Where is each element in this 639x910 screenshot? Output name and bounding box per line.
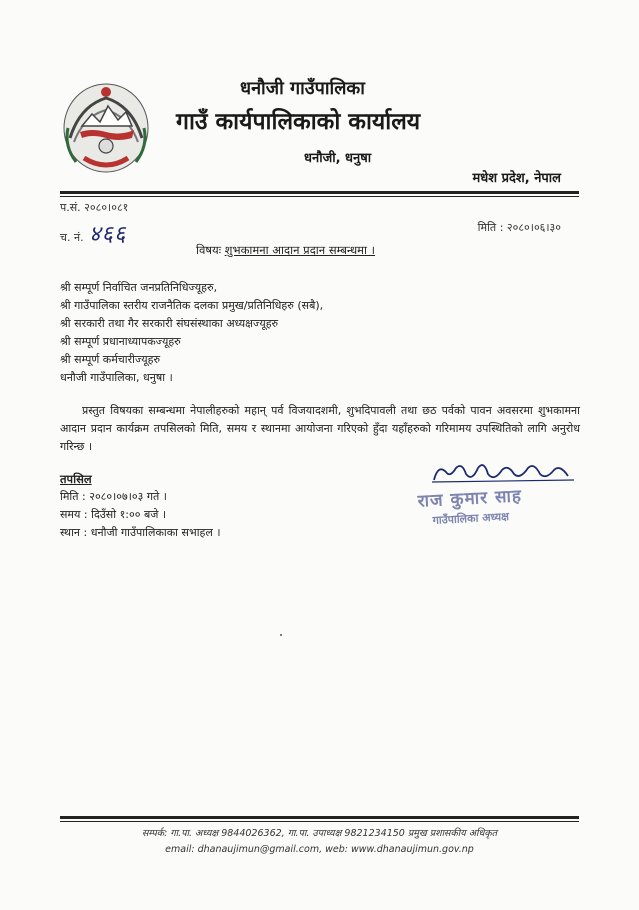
office-name: गाउँ कार्यपालिकाको कार्यालय [176,109,421,135]
details-time: समय : दिउँसो १:०० बजे । [60,508,167,521]
footer-divider [60,816,579,822]
details-date: मिति : २०८०।०७।०३ गते । [60,490,167,503]
recipient-list [60,279,323,387]
dispatch-value: ४६६ [89,222,127,247]
recipient-line: धनौजी गाउँपालिका, धनुषा । [60,371,173,384]
subject-title: शुभकामना आदान प्रदान सम्बन्धमा । [224,243,376,257]
details-heading: तपसिल [60,472,92,486]
footer-line-contact: सम्पर्क: गा.पा. अध्यक्ष 9844026362, गा.पा. उपाध्यक्ष 9821234150 प्रमुख प्रशासकीय अधिकृत [141,828,498,839]
recipient-line: श्री सम्पूर्ण कर्मचारीज्यूहरु [60,353,161,366]
recipient-line: श्री सरकारी तथा गैर सरकारी संघसंस्थाका अध्यक्षज्यूहरु [60,317,279,330]
signatory-name: राज कुमार साह [417,486,523,512]
province: मधेश प्रदेश, नेपाल [472,171,561,186]
dispatch-label: च. नं. [60,231,84,244]
footer-contact [0,826,639,858]
subject-label: विषयः [196,243,222,257]
office-address: धनौजी, धनुषा [304,151,372,166]
signatory-stamp [417,483,523,528]
footer-line-web: email: dhanaujimun@gmail.com, web: www.dhanaujimun.gov.np [165,844,474,855]
details-list [60,488,221,542]
details-place: स्थान : धनौजी गाउँपालिकाका सभाहल । [60,526,221,539]
government-emblem-icon [60,76,152,176]
header-divider [60,191,579,197]
subject-line [196,243,375,258]
reference-number: प.सं. २०८०।०८१ [60,201,129,214]
recipient-line: श्री सम्पूर्ण निर्वाचित जनप्रतिनिधिज्यूहरु, [60,281,218,294]
recipient-line: श्री सम्पूर्ण प्रधानाध्यापकज्यूहरु [60,335,181,348]
scan-speck [280,634,282,636]
letter-date: मिति : २०८०।०६।३० [477,221,561,234]
recipient-line: श्री गाउँपालिका स्तरीय राजनैतिक दलका प्रमुख/प्रतिनिधिहरु (सबै), [60,299,324,312]
dispatch-number [60,218,126,248]
signatory-designation: गाउँपालिका अध्यक्ष [432,509,510,527]
org-name: धनौजी गाउँपालिका [240,78,365,99]
body-paragraph: प्रस्तुत विषयका सम्बन्धमा नेपालीहरुको महान् पर्व विजयादशमी, शुभदिपावली तथा छठ पर्वको पावन अवसरमा शुभकामना आदान प्रदान कार्यक्रम तपसिलको मिति, समय र स्थानमा आयोजना गरिएको हुँदा यहाँहरुको गरिमामय उपस्थितिको लागि अनुरोध गरिन्छ । [60,404,580,453]
